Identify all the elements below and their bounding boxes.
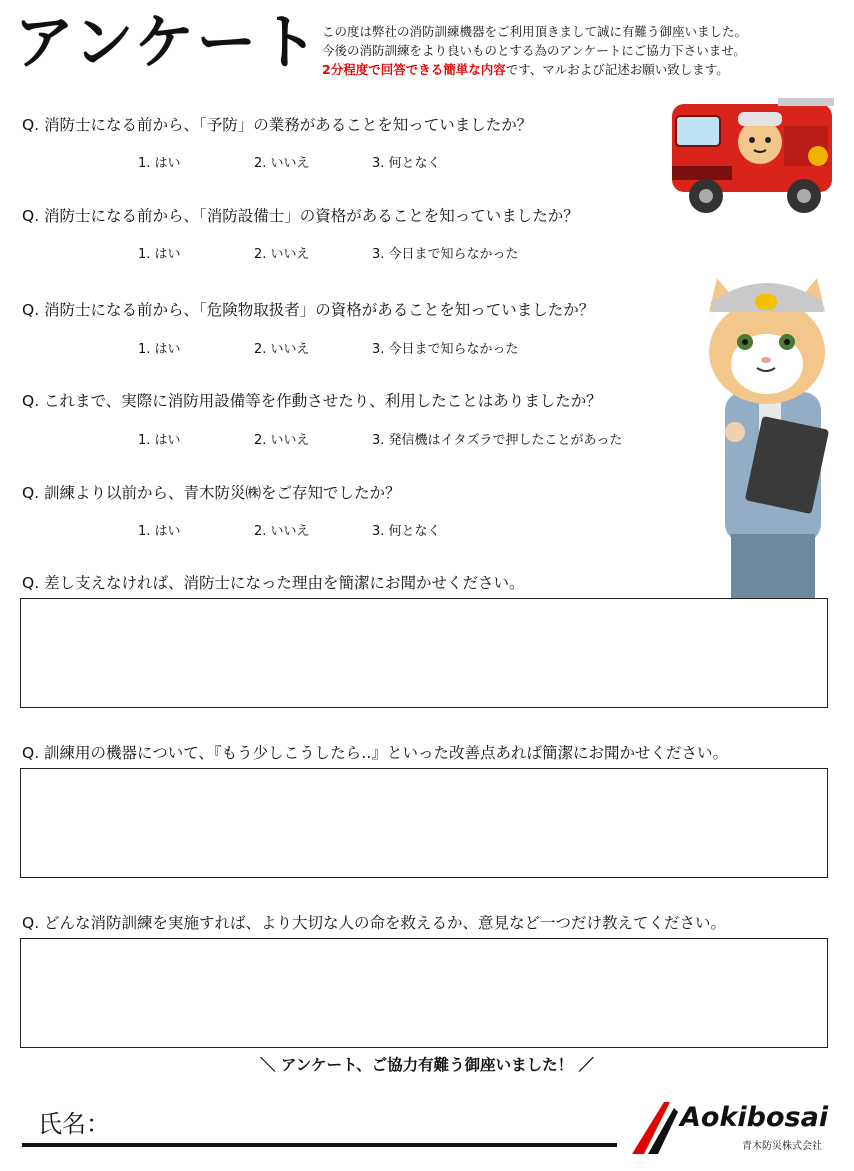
open-question-3: Q. どんな消防訓練を実施すれば、より大切な人の命を救えるか、意見など一つだけ教えてください。 [22,914,727,932]
option-yes[interactable]: 1. はい [138,342,181,357]
question-3: Q. 消防士になる前から、「危険物取扱者」の資格があることを知っていましたか？ [22,301,595,319]
question-4: Q. これまで、実際に消防用設備等を作動させたり、利用したことはありましたか？ [22,392,602,410]
logo-name: Aokibosai [680,1102,829,1133]
option-yes[interactable]: 1. はい [138,433,181,448]
option-other[interactable]: 3. 何となく [372,156,441,171]
option-no[interactable]: 2. いいえ [254,524,310,539]
option-other[interactable]: 3. 何となく [372,524,441,539]
page-title: アンケート [14,8,321,78]
open-question-2: Q. 訓練用の機器について、『もう少しこうしたら‥』といった改善点あれば簡潔にお聞かせください。 [22,744,729,762]
answer-box-2[interactable] [20,768,828,878]
question-5: Q. 訓練より以前から、青木防災㈱をご存知でしたか？ [22,484,401,502]
intro-line-2: 今後の消防訓練をより良いものとする為のアンケートにご協力下さいませ。 [322,43,746,58]
option-no[interactable]: 2. いいえ [254,156,310,171]
intro-line-3 [322,60,847,79]
option-yes[interactable]: 1. はい [138,247,181,262]
logo-subtitle: 青木防災株式会社 [742,1141,822,1152]
option-no[interactable]: 2. いいえ [254,342,310,357]
option-other[interactable]: 3. 今日まで知らなかった [372,247,519,262]
intro-line-3-rest: です、マルおよび記述お願い致します。 [505,62,729,77]
inspector-cat-illustration [695,272,843,598]
open-question-1: Q. 差し支えなければ、消防士になった理由を簡潔にお聞かせください。 [22,574,525,592]
question-2: Q. 消防士になる前から、「消防設備士」の資格があることを知っていましたか？ [22,207,579,225]
name-label: 氏名： [38,1110,110,1138]
intro-text [322,22,847,79]
option-other[interactable]: 3. 発信機はイタズラで押したことがあった [372,433,623,448]
option-other[interactable]: 3. 今日まで知らなかった [372,342,519,357]
thanks-message: ＼ アンケート、ご協力有難う御座いました！ ／ [260,1056,594,1074]
name-field-line[interactable] [22,1143,617,1147]
option-no[interactable]: 2. いいえ [254,247,310,262]
question-1: Q. 消防士になる前から、「予防」の業務があることを知っていましたか？ [22,116,533,134]
option-yes[interactable]: 1. はい [138,156,181,171]
fire-truck-cat-illustration [668,96,838,216]
answer-box-3[interactable] [20,938,828,1048]
option-no[interactable]: 2. いいえ [254,433,310,448]
intro-highlight: 2分程度で回答できる簡単な内容 [322,62,506,77]
option-yes[interactable]: 1. はい [138,524,181,539]
intro-line-1: この度は弊社の消防訓練機器をご利用頂きまして誠に有難う御座いました。 [322,24,748,39]
answer-box-1[interactable] [20,598,828,708]
